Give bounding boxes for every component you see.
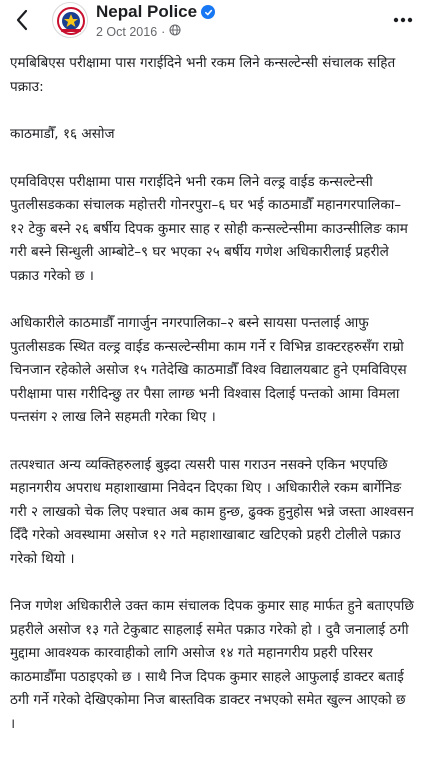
post-paragraph: एमविविएस परीक्षामा पास गराईदिने भनी रकम लिने वल्ड्र वाईड कन्सल्टेन्सी पुतलीसडकका संचालक महोत्तरी गोनरपुरा–६ घर भई काठमाडौँ महानगरपालिका–१२ टेकु बस्ने २६ बर्षीय दिपक कुमार साह र सोही कन्सल्टेन्सीमा काउन्सीलिङ काम गरी बस्ने सिन्धुली आम्बोटे–९ घर भएका २५ बर्षीय गणेश अधिकारीलाई प्रहरीले पक्राउ गरेको छ । <box>10 173 408 284</box>
post-paragraph: अधिकारीले काठमाडौँ नागार्जुन नगरपालिका–२ बस्ने सायसा पन्तलाई आफु पुतलीसडक स्थित वल्ड्र वाईड कन्सल्टेन्सीमा काम गर्ने र विभिन्न डाक्टरहरुसँग राम्रो चिनजान रहेकोले असोज १५ गतेदेखि काठमाडौँ विश्व विद्यालयबाट हुने एमविविएस परीक्षामा पास गरीदिन्छु तर पैसा लाग्छ भनी विश्वास दिलाई पन्तको आमा विमला पन्तसंग २ लाख लिने सहमती गरेका थिए । <box>10 315 407 425</box>
verified-badge-icon <box>201 5 215 19</box>
post-paragraph: निज गणेश अधिकारीले उक्त काम संचालक दिपक कुमार साह मार्फत हुने बताएपछि प्रहरीले असोज १३ गते टेकुबाट साहलाई समेत पक्राउ गरेको हो । दुवै जनालाई ठगी मुद्दामा आवश्यक कारवाहीको लागि असोज १४ गते महानगरीय प्रहरी परिसर काठमाडौँमा पठाइएको छ । साथै निज दिपक कुमार साहले आफुलाई डाक्टर बताई ठगी गर्ने गरेको देखिएकोमा निज बास्तविक डाक्टर नभएको समेत खुल्न आएको छ । <box>10 598 414 732</box>
more-options-icon[interactable] <box>391 8 415 32</box>
meta-separator: · <box>161 24 166 39</box>
page-name[interactable] <box>96 2 215 22</box>
post-date[interactable]: 2 Oct 2016 <box>96 24 158 39</box>
globe-icon <box>169 24 181 39</box>
page-name-text[interactable]: Nepal Police <box>96 2 198 21</box>
post-paragraph: तत्पश्चात अन्य व्यक्तिहरुलाई बुझ्दा त्यसरी पास गराउन नसक्ने एकिन भएपछि महानगरीय अपराध महाशाखामा निवेदन दिएका थिए । अधिकारीले रकम बार्गेनिङ गरी २ लाखको चेक लिए पश्चात अब काम हुन्छ, ढुक्क हुनुहोस भन्ने जस्ता आश्वसन दिँदै गरेको अवस्थामा असोज १२ गते महाशाखाबाट खटिएको प्रहरी टोलीले पक्राउ गरेको थियो । <box>10 456 414 567</box>
post-header <box>0 0 425 44</box>
nepal-police-logo-avatar[interactable] <box>52 2 88 38</box>
post-meta <box>96 24 181 39</box>
post-dateline: काठमाडौँ, १६ असोज <box>10 126 115 142</box>
back-arrow-icon[interactable] <box>10 6 34 34</box>
post-body <box>10 52 414 760</box>
post-headline: एमबिबिएस परीक्षामा पास गराईदिने भनी रकम लिने कन्सल्टेन्सी संचालक सहित पक्राउ: <box>10 55 396 95</box>
